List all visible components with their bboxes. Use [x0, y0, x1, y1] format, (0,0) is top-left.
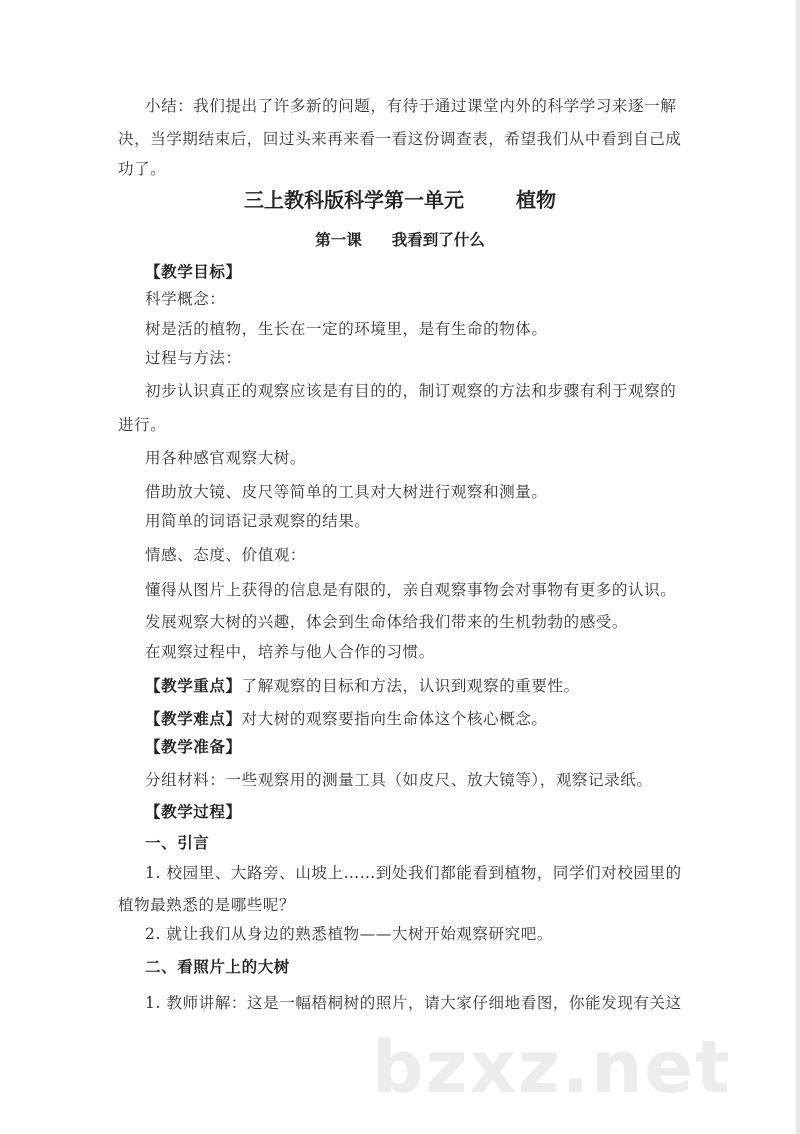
text-line: 一、引言 — [145, 833, 210, 852]
text-line: 决，当学期结束后，回过头来再来看一看这份调查表，希望我们从中看到自己成 — [118, 130, 682, 148]
text-line: 【教学目标】 — [145, 262, 242, 281]
section-label: 【教学重点】 — [145, 676, 242, 695]
text-line — [145, 708, 548, 730]
text-line: 二、看照片上的大树 — [145, 957, 290, 976]
text-line: 树是活的植物，生长在一定的环境里，是有生命的物体。 — [145, 320, 548, 338]
text-line: 进行。 — [118, 416, 167, 434]
text-line: 发展观察大树的兴趣，体会到生命体给我们带来的生机勃勃的感受。 — [145, 613, 629, 631]
text-line: 分组材料：一些观察用的测量工具（如皮尺、放大镜等），观察记录纸。 — [145, 771, 653, 789]
text-line: 初步认识真正的观察应该是有目的的，制订观察的方法和步骤有利于观察的 — [145, 382, 677, 400]
section-text: 了解观察的目标和方法，认识到观察的重要性。 — [241, 677, 580, 695]
section-label: 【教学难点】 — [145, 709, 242, 728]
text-line: 功了。 — [118, 160, 167, 178]
section-text: 对大树的观察要指向生命体这个核心概念。 — [241, 710, 548, 728]
unit-title-topic: 植物 — [516, 188, 556, 212]
unit-title — [0, 187, 800, 213]
text-line: 【教学准备】 — [145, 737, 242, 756]
text-line: 科学概念： — [145, 290, 226, 308]
text-line: 2. 就让我们从身边的熟悉植物——大树开始观察研究吧。 — [145, 925, 553, 943]
text-line: 1. 教师讲解：这是一幅梧桐树的照片，请大家仔细地看图，你能发现有关这 — [145, 994, 682, 1012]
page-edge — [796, 0, 800, 1134]
text-line: 在观察过程中，培养与他人合作的习惯。 — [145, 643, 435, 661]
text-line: 植物最熟悉的是哪些呢？ — [118, 896, 296, 914]
text-line: 用各种感官观察大树。 — [145, 449, 307, 467]
text-line: 小结：我们提出了许多新的问题，有待于通过课堂内外的科学学习来逐一解 — [145, 97, 677, 115]
lesson-name: 我看到了什么 — [391, 231, 485, 249]
text-line: 1. 校园里、大路旁、山坡上……到处我们都能看到植物，同学们对校园里的 — [145, 864, 682, 882]
text-line — [145, 675, 580, 697]
text-line: 用简单的词语记录观察的结果。 — [145, 512, 371, 530]
lesson-title — [0, 229, 800, 251]
text-line: 【教学过程】 — [145, 802, 242, 821]
text-line: 懂得从图片上获得的信息是有限的，亲自观察事物会对事物有更多的认识。 — [145, 581, 677, 599]
text-line: 借助放大镜、皮尺等简单的工具对大树进行观察和测量。 — [145, 483, 548, 501]
text-line: 过程与方法： — [145, 349, 242, 367]
unit-title-text: 三上教科版科学第一单元 — [244, 188, 464, 212]
lesson-number: 第一课 — [315, 231, 362, 249]
watermark: bzxz.net — [372, 1025, 732, 1109]
text-line: 情感、态度、价值观： — [145, 546, 307, 564]
